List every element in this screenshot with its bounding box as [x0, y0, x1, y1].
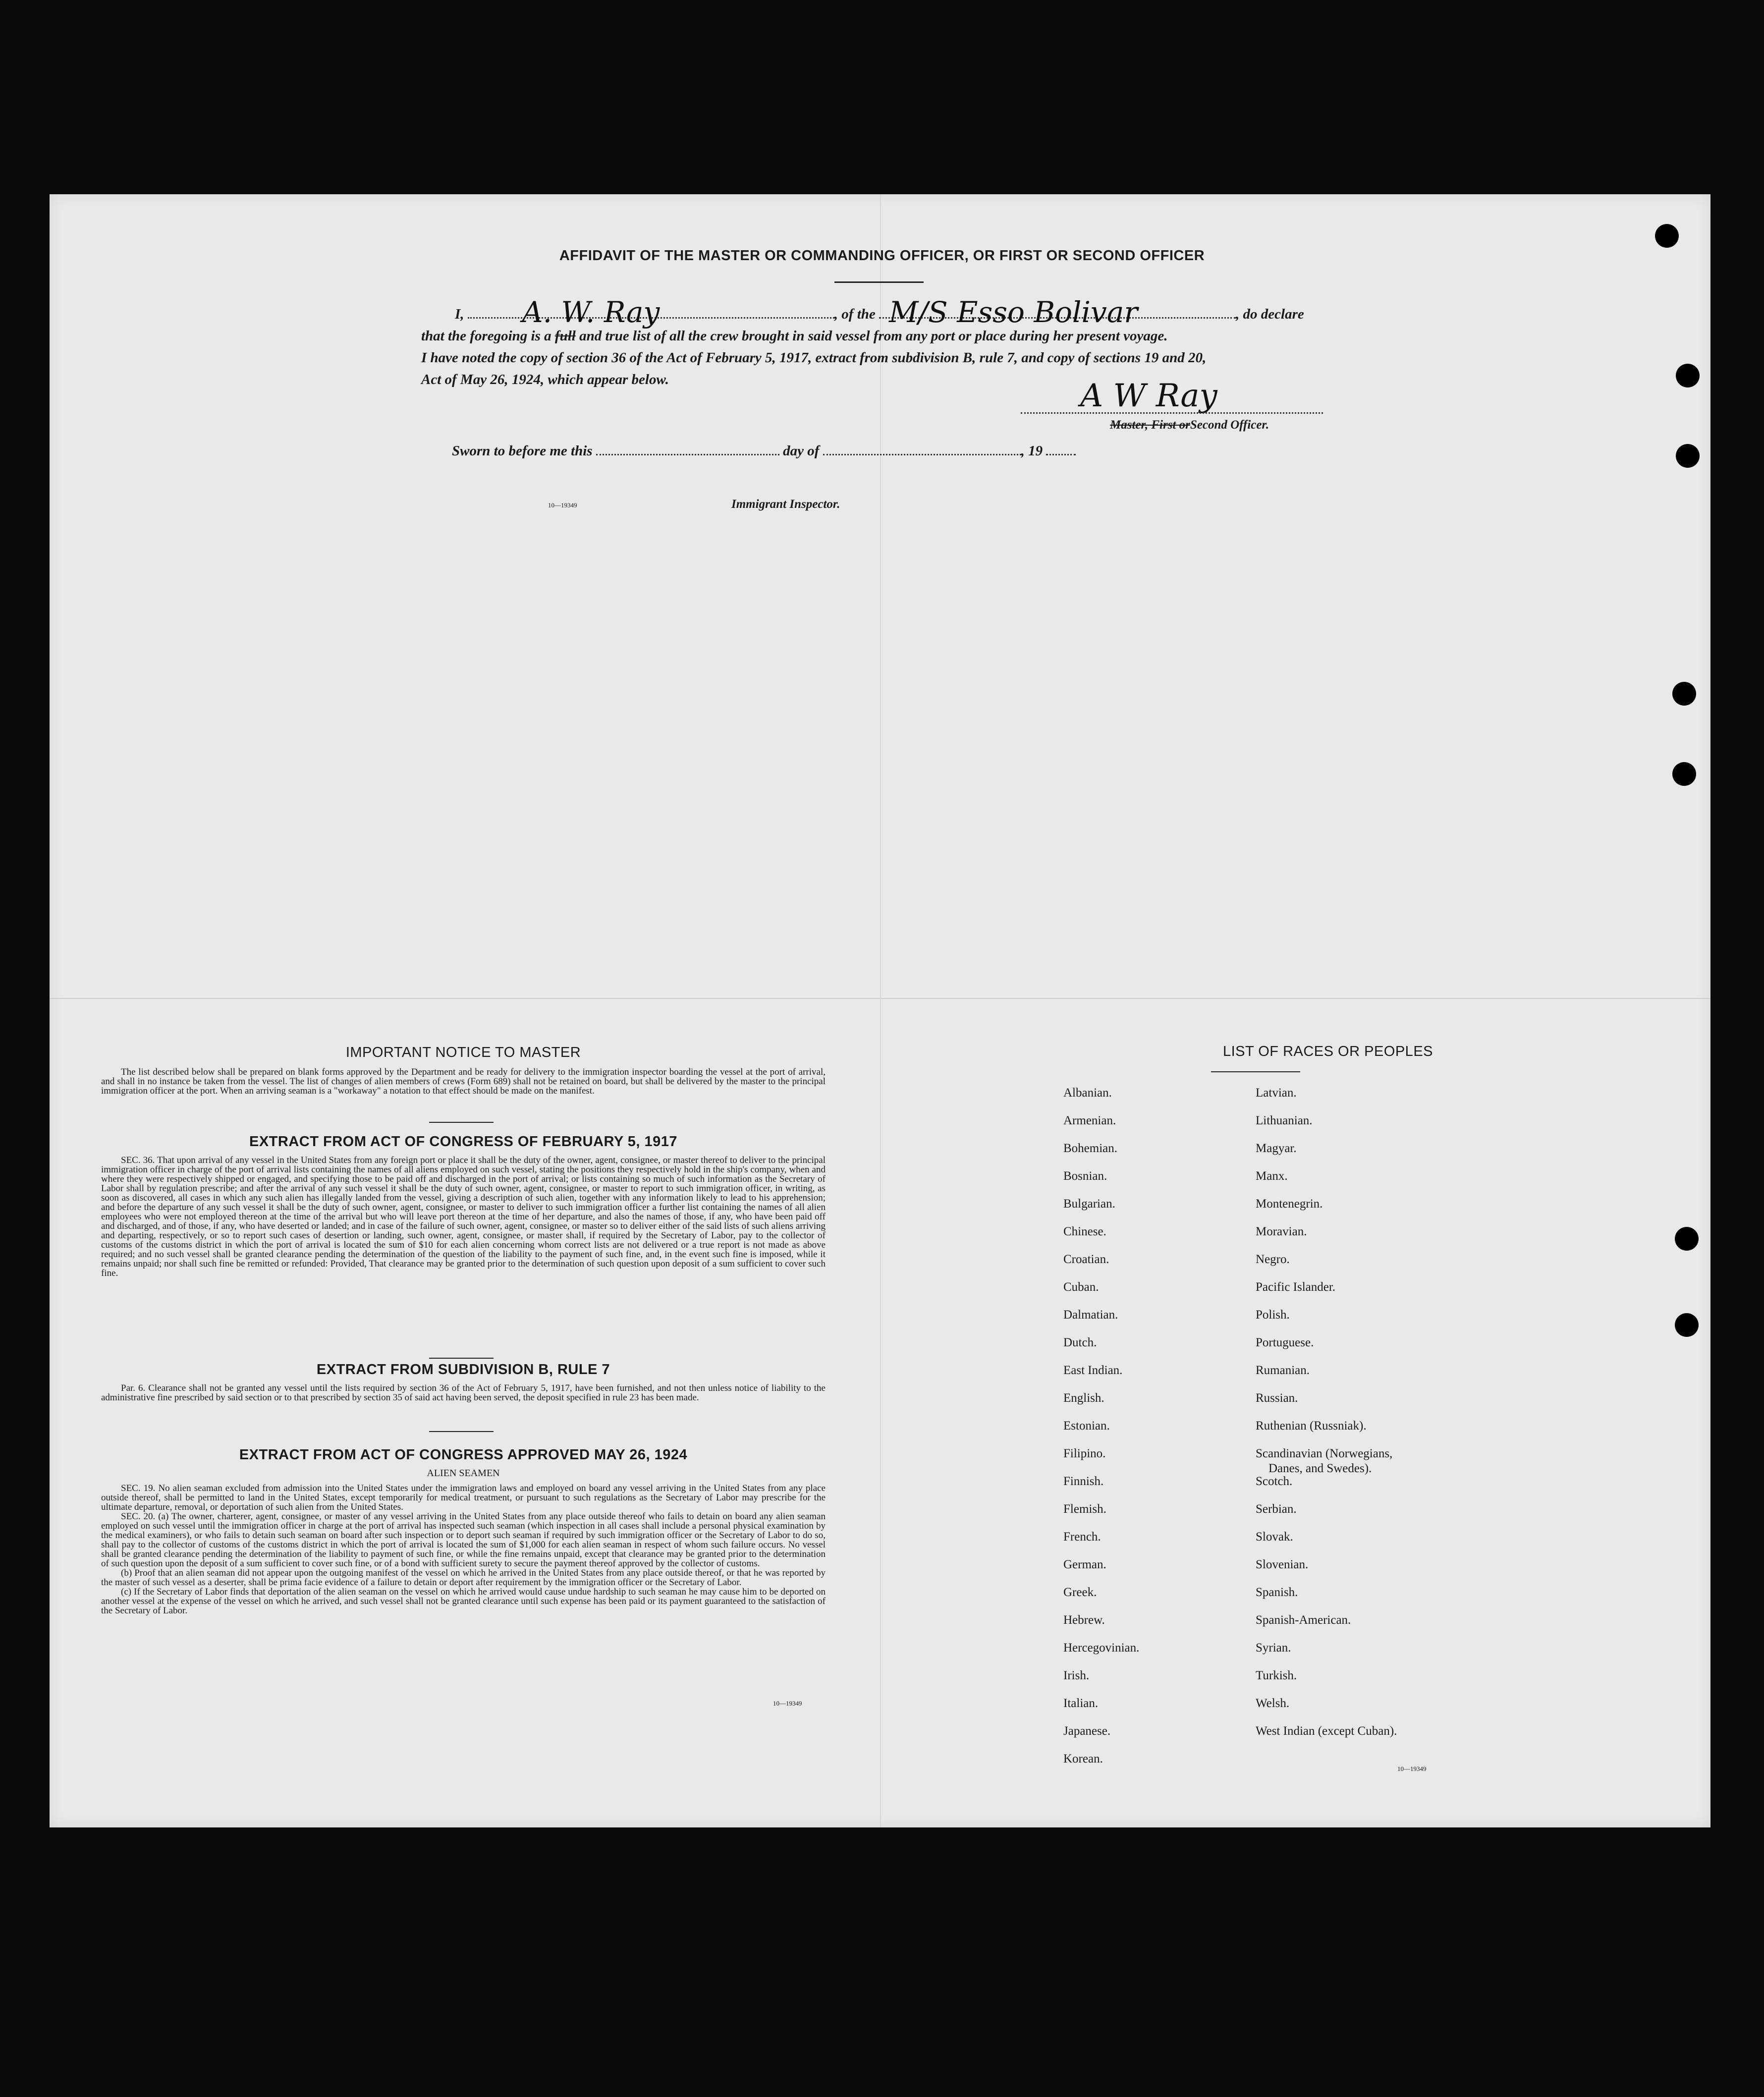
signature-line	[1021, 412, 1323, 414]
race-item: Greek.	[1063, 1586, 1097, 1599]
race-item: Turkish.	[1256, 1669, 1297, 1682]
document-page	[50, 194, 1710, 1827]
vessel-name-field	[879, 295, 1236, 329]
master-name-handwriting: A. W. Ray	[522, 295, 660, 329]
rule-7-title: EXTRACT FROM SUBDIVISION B, RULE 7	[316, 1362, 610, 1378]
race-item: Rumanian.	[1256, 1364, 1310, 1377]
race-item: Serbian.	[1256, 1502, 1297, 1516]
race-item: Russian.	[1256, 1391, 1298, 1405]
act-1924-text	[101, 1484, 826, 1615]
form-code-act: 10—19349	[773, 1700, 802, 1707]
affidavit-line-4: Act of May 26, 1924, which appear below.	[421, 372, 669, 387]
sworn-year-field	[1046, 454, 1076, 455]
race-item: Moravian.	[1256, 1225, 1307, 1238]
race-item: Spanish-American.	[1256, 1613, 1351, 1627]
section-rule	[429, 1122, 494, 1123]
race-item: Pacific Islander.	[1256, 1280, 1336, 1294]
race-item: Magyar.	[1256, 1142, 1297, 1155]
race-item: Portuguese.	[1256, 1336, 1314, 1349]
race-item: Scandinavian (Norwegians,	[1256, 1447, 1393, 1460]
race-item: Estonian.	[1063, 1419, 1110, 1433]
race-item: Hebrew.	[1063, 1613, 1105, 1627]
sworn-month-field	[823, 454, 1021, 455]
race-item: Japanese.	[1063, 1724, 1111, 1738]
binder-hole	[1675, 1227, 1699, 1251]
race-item: Filipino.	[1063, 1447, 1106, 1460]
race-item: Dalmatian.	[1063, 1308, 1118, 1322]
rule-7-text: Par. 6. Clearance shall not be granted any vessel until the lists required by section 36 of the Act of February 5, 1917, have been furnished, and not then unless notice of liability to the administrative fine prescribed by said section or to that prescribed by section 35 of said act having been served, the deposit specified in rule 23 has been made.	[101, 1383, 826, 1403]
section-rule	[429, 1358, 494, 1359]
race-item: Manx.	[1256, 1169, 1288, 1183]
binder-hole	[1676, 364, 1700, 387]
race-item: German.	[1063, 1558, 1106, 1571]
race-item: Hercegovinian.	[1063, 1641, 1140, 1655]
act-1917-title: EXTRACT FROM ACT OF CONGRESS OF FEBRUARY 5, 1917	[249, 1134, 678, 1150]
race-item: West Indian (except Cuban).	[1256, 1724, 1397, 1738]
race-item: Flemish.	[1063, 1502, 1106, 1516]
race-item: Montenegrin.	[1256, 1197, 1323, 1211]
race-item: Chinese.	[1063, 1225, 1106, 1238]
race-item: Slovak.	[1256, 1530, 1293, 1544]
race-item: Albanian.	[1063, 1086, 1112, 1100]
binder-hole	[1655, 224, 1679, 248]
act-1917-text: SEC. 36. That upon arrival of any vessel in the United States from any foreign port or place it shall be the duty of the owner, agent, consignee, or master thereof to deliver to the principal immigration officer in charge of the port of arrival lists containing the names of all aliens employed on such vessel, stating the positions they respectively hold in the ship's company, when and where they were respectively shipped or engaged, and specifying those to be paid off and discharged in the port of arrival; or lists containing so much of such information as the Secretary of Labor shall by regulation prescribe; and after the arrival of any such vessel it shall be the duty of such owner, agent, consignee, or master to report to such immigration officer, in writing, as soon as discovered, all cases in which any such alien has illegally landed from the vessel, giving a description of such alien, together with any information likely to lead to his apprehension; and before the departure of any such vessel it shall be the duty of such owner, agent, consignee, or master to deliver to such immigration officer a further list containing the names of all alien employees who were not employed thereon at the time of the arrival but who will leave port thereon at the time of her departure, and also the names of those, if any, who have been paid off and discharged, and of those, if any, who have deserted or landed; and in case of the failure of such owner, agent, consignee, or master so to deliver either of the said lists of such aliens arriving and departing, respectively, or so to report such cases of desertion or landing, such owner, agent, consignee, or master shall, if required by the Secretary of Labor, pay to the collector of customs of the customs district in which the port of arrival is located the sum of $10 for each alien concerning whom correct lists are not delivered or a true report is not made as above required; and no such vessel shall be granted clearance pending the determination of the question of the liability to the payment of such fine, and, in the event such fine is imposed, while it remains unpaid; nor shall such fine be remitted or refunded: Provided, That clearance may be granted prior to the determination of such question upon deposit of a sum sufficient to cover such fine.	[101, 1155, 826, 1278]
race-item: Scotch.	[1256, 1475, 1293, 1488]
race-item: Danes, and Swedes).	[1268, 1462, 1372, 1475]
binder-hole	[1675, 1313, 1699, 1337]
binder-hole	[1672, 682, 1696, 706]
sec-20-b-paragraph: (b) Proof that an alien seaman did not appear upon the outgoing manifest of the vessel on which he arrived in the United States from any place outside thereof, or that he was reported by the master of such vessel as a deserter, shall be prima facie evidence of a failure to detain or deport after requirement by the immigration officer or the Secretary of Labor.	[101, 1568, 826, 1588]
race-item: Armenian.	[1063, 1114, 1116, 1127]
sec-20-paragraph: SEC. 20. (a) The owner, charterer, agent, consignee, or master of any vessel arriving in the United States from any place outside thereof who fails to detain on board any alien seaman employed on such vessel until the immigration officer in charge at the port of arrival has inspected such seaman (which inspection in all cases shall include a personal physical examination by the medical examiners), or who fails to detain such seaman on board after such inspection or to deport such seaman if required by such immigration officer or the Secretary of Labor to do so, shall pay to the collector of customs of the customs district in which the port of arrival is located the sum of $1,000 for each alien seaman in respect of whom such failure occurs. No vessel shall be granted clearance pending the determination of the liability to payment of such fine, or while the fine remains unpaid, except that clearance may be granted prior to the determination of such question upon the deposit of a sum sufficient to cover such fine, or of a bond with sufficient surety to secure the payment thereof approved by the collector of customs.	[101, 1511, 826, 1569]
fold-line-vertical	[880, 194, 881, 1827]
binder-hole	[1676, 444, 1700, 468]
section-rule	[429, 1431, 494, 1432]
race-item: Korean.	[1063, 1752, 1103, 1766]
race-item: Bulgarian.	[1063, 1197, 1115, 1211]
race-item: East Indian.	[1063, 1364, 1123, 1377]
affidavit-line-3: I have noted the copy of section 36 of the Act of February 5, 1917, extract from subdivision B, rule 7, and copy of sections 19 and 20,	[421, 350, 1207, 366]
sworn-line: Sworn to before me this day of , 19	[452, 443, 1076, 459]
title-rule	[834, 281, 924, 283]
sworn-date-field	[596, 454, 779, 455]
sec-19-paragraph: SEC. 19. No alien seaman excluded from admission into the United States under the immigration laws and employed on board any vessel arriving in the United States from any place outside thereof, shall be permitted to land in the United States, except temporarily for medical treatment, or pursuant to such regulations as the Secretary of Labor may prescribe for the ultimate departure, removal, or deportation of such alien from the United States.	[101, 1483, 826, 1512]
race-item: Polish.	[1256, 1308, 1290, 1322]
race-item: Finnish.	[1063, 1475, 1104, 1488]
race-item: Negro.	[1256, 1253, 1290, 1266]
affidavit-line-1: I, A. W. Ray , of the M/S Esso Bolivar , do declare	[455, 295, 1304, 329]
race-item: Irish.	[1063, 1669, 1090, 1682]
race-item: Latvian.	[1256, 1086, 1297, 1100]
race-item: Dutch.	[1063, 1336, 1097, 1349]
race-item: Syrian.	[1256, 1641, 1291, 1655]
act-1924-title: EXTRACT FROM ACT OF CONGRESS APPROVED MAY 26, 1924	[239, 1447, 688, 1463]
vessel-name-handwriting: M/S Esso Bolivar	[889, 295, 1138, 329]
race-item: Welsh.	[1256, 1697, 1290, 1710]
race-item: Spanish.	[1256, 1586, 1298, 1599]
inspector-label: Immigrant Inspector.	[731, 497, 840, 511]
race-item: Bohemian.	[1063, 1142, 1118, 1155]
affidavit-title: AFFIDAVIT OF THE MASTER OR COMMANDING OFFICER, OR FIRST OR SECOND OFFICER	[559, 248, 1205, 264]
race-item: French.	[1063, 1530, 1101, 1544]
notice-text: The list described below shall be prepared on blank forms approved by the Department and be ready for delivery to the immigration inspector boarding the vessel at the port of arrival, and shall in no instance be taken from the vessel. The list of changes of alien members of crews (Form 689) shall not be retained on board, but shall be delivered by the master to the principal immigration officer at the port. When an arriving seaman is a "workaway" a notation to that effect should be made on the manifest.	[101, 1067, 826, 1096]
sec-20-c-paragraph: (c) If the Secretary of Labor finds that deportation of the alien seaman on the vessel on which he arrived would cause undue hardship to such seaman he may cause him to be deported on another vessel at the expense of the vessel on which he arrived, and such vessel shall not be granted clearance until such expense has been paid or its payment guaranteed to the satisfaction of the Secretary of Labor.	[101, 1587, 826, 1616]
master-name-field	[468, 295, 834, 329]
races-title-rule	[1211, 1071, 1300, 1072]
race-item: Ruthenian (Russniak).	[1256, 1419, 1367, 1433]
binder-hole	[1672, 762, 1696, 786]
officer-label: Master, First orSecond Officer.	[1110, 418, 1269, 432]
form-code-races: 10—19349	[1397, 1765, 1427, 1772]
race-item: Slovenian.	[1256, 1558, 1309, 1571]
notice-title: IMPORTANT NOTICE TO MASTER	[345, 1045, 581, 1060]
races-title: LIST OF RACES OR PEOPLES	[1222, 1044, 1433, 1059]
affidavit-line-2: that the foregoing is a full and true list of all the crew brought in said vessel from any port or place during her present voyage.	[421, 328, 1168, 344]
race-item: Lithuanian.	[1256, 1114, 1313, 1127]
officer-signature: A W Ray	[1080, 378, 1217, 414]
form-code-affidavit: 10—19349	[548, 501, 577, 509]
race-item: Bosnian.	[1063, 1169, 1107, 1183]
alien-seamen-subtitle: ALIEN SEAMEN	[427, 1468, 500, 1479]
struck-word: full	[554, 328, 576, 344]
race-item: English.	[1063, 1391, 1104, 1405]
race-item: Cuban.	[1063, 1280, 1099, 1294]
race-item: Italian.	[1063, 1697, 1099, 1710]
race-item: Croatian.	[1063, 1253, 1109, 1266]
